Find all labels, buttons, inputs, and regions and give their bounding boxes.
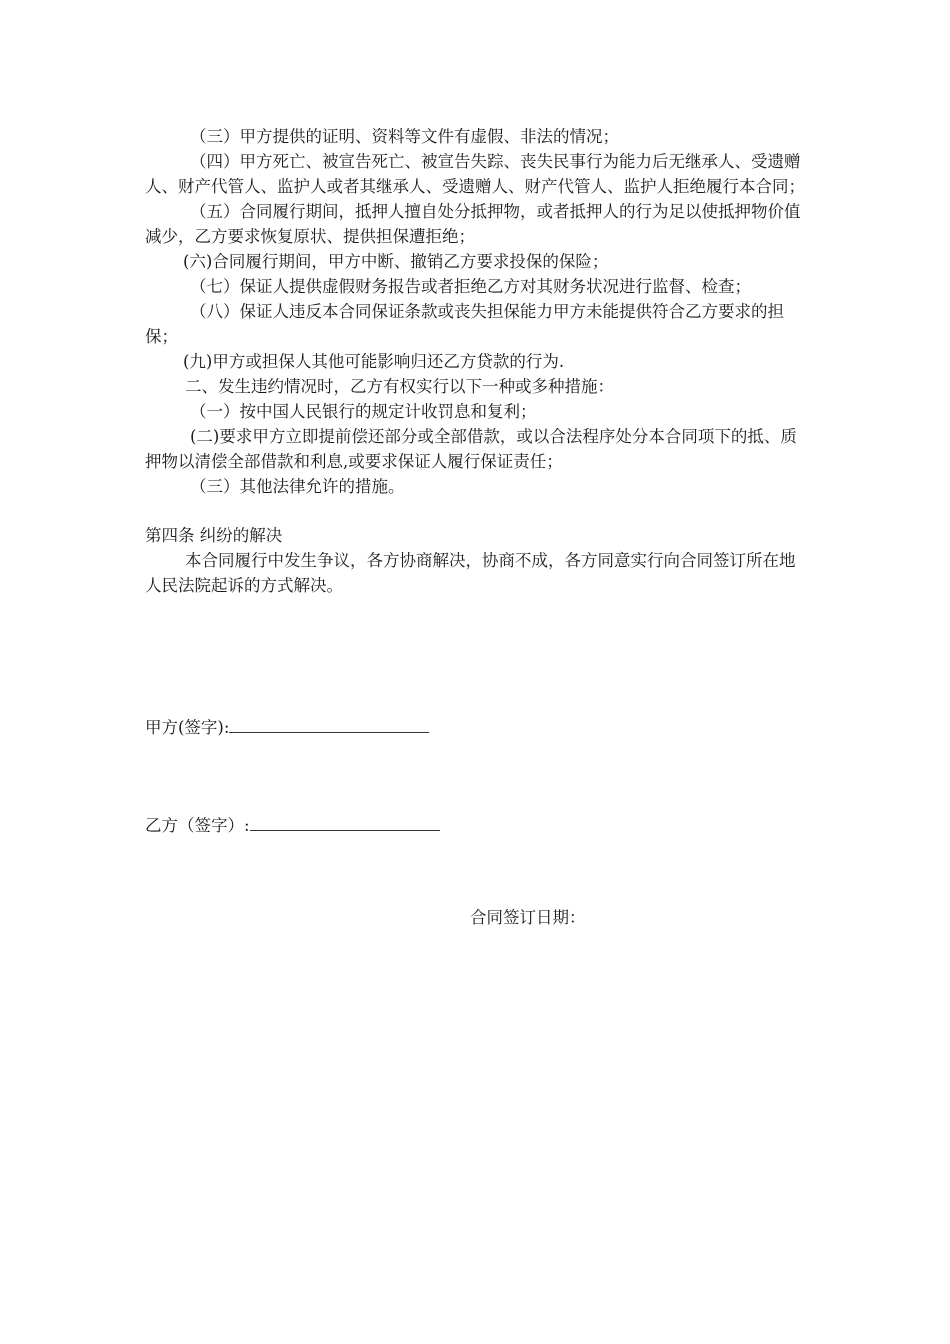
spacer bbox=[145, 499, 810, 523]
contract-body bbox=[145, 124, 810, 598]
party-a-signature-blank[interactable] bbox=[229, 715, 429, 733]
clause-6: (六)合同履行期间，甲方中断、撤销乙方要求投保的保险； bbox=[183, 252, 609, 271]
party-b-label: 乙方（签字）: bbox=[145, 816, 250, 835]
party-a-label: 甲方(签字): bbox=[145, 718, 230, 737]
clause-3: （三）甲方提供的证明、资料等文件有虚假、非法的情况； bbox=[190, 127, 619, 146]
party-b-signature bbox=[145, 813, 440, 838]
contract-date bbox=[470, 905, 586, 930]
contract-date-label: 合同签订日期： bbox=[470, 908, 586, 927]
party-a-signature bbox=[145, 715, 429, 740]
remedy-2: (二)要求甲方立即提前偿还部分或全部借款，或以合法程序处分本合同项下的抵、质押物以清偿全部借款和利息,或要求保证人履行保证责任； bbox=[145, 427, 797, 471]
clause-8: （八）保证人违反本合同保证条款或丧失担保能力甲方未能提供符合乙方要求的担保； bbox=[145, 302, 784, 346]
article-4-heading: 第四条 纠纷的解决 bbox=[145, 526, 283, 545]
article-4-body: 本合同履行中发生争议，各方协商解决，协商不成，各方同意实行向合同签订所在地人民法院起诉的方式解决。 bbox=[145, 551, 796, 595]
clause-4: （四）甲方死亡、被宣告死亡、被宣告失踪、丧失民事行为能力后无继承人、受遗赠人、财产代管人、监护人或者其继承人、受遗赠人、财产代管人、监护人拒绝履行本合同； bbox=[145, 152, 805, 196]
clause-7: （七）保证人提供虚假财务报告或者拒绝乙方对其财务状况进行监督、检查； bbox=[190, 277, 751, 296]
party-b-signature-blank[interactable] bbox=[250, 813, 440, 831]
clause-9: (九)甲方或担保人其他可能影响归还乙方贷款的行为. bbox=[183, 352, 565, 371]
clause-5: （五）合同履行期间，抵押人擅自处分抵押物，或者抵押人的行为足以使抵押物价值减少，乙方要求恢复原状、提供担保遭拒绝； bbox=[145, 202, 801, 246]
remedy-1: （一）按中国人民银行的规定计收罚息和复利； bbox=[190, 402, 537, 421]
remedies-intro: 二、发生违约情况时，乙方有权实行以下一种或多种措施： bbox=[185, 377, 614, 396]
remedy-3: （三）其他法律允许的措施。 bbox=[190, 477, 405, 496]
